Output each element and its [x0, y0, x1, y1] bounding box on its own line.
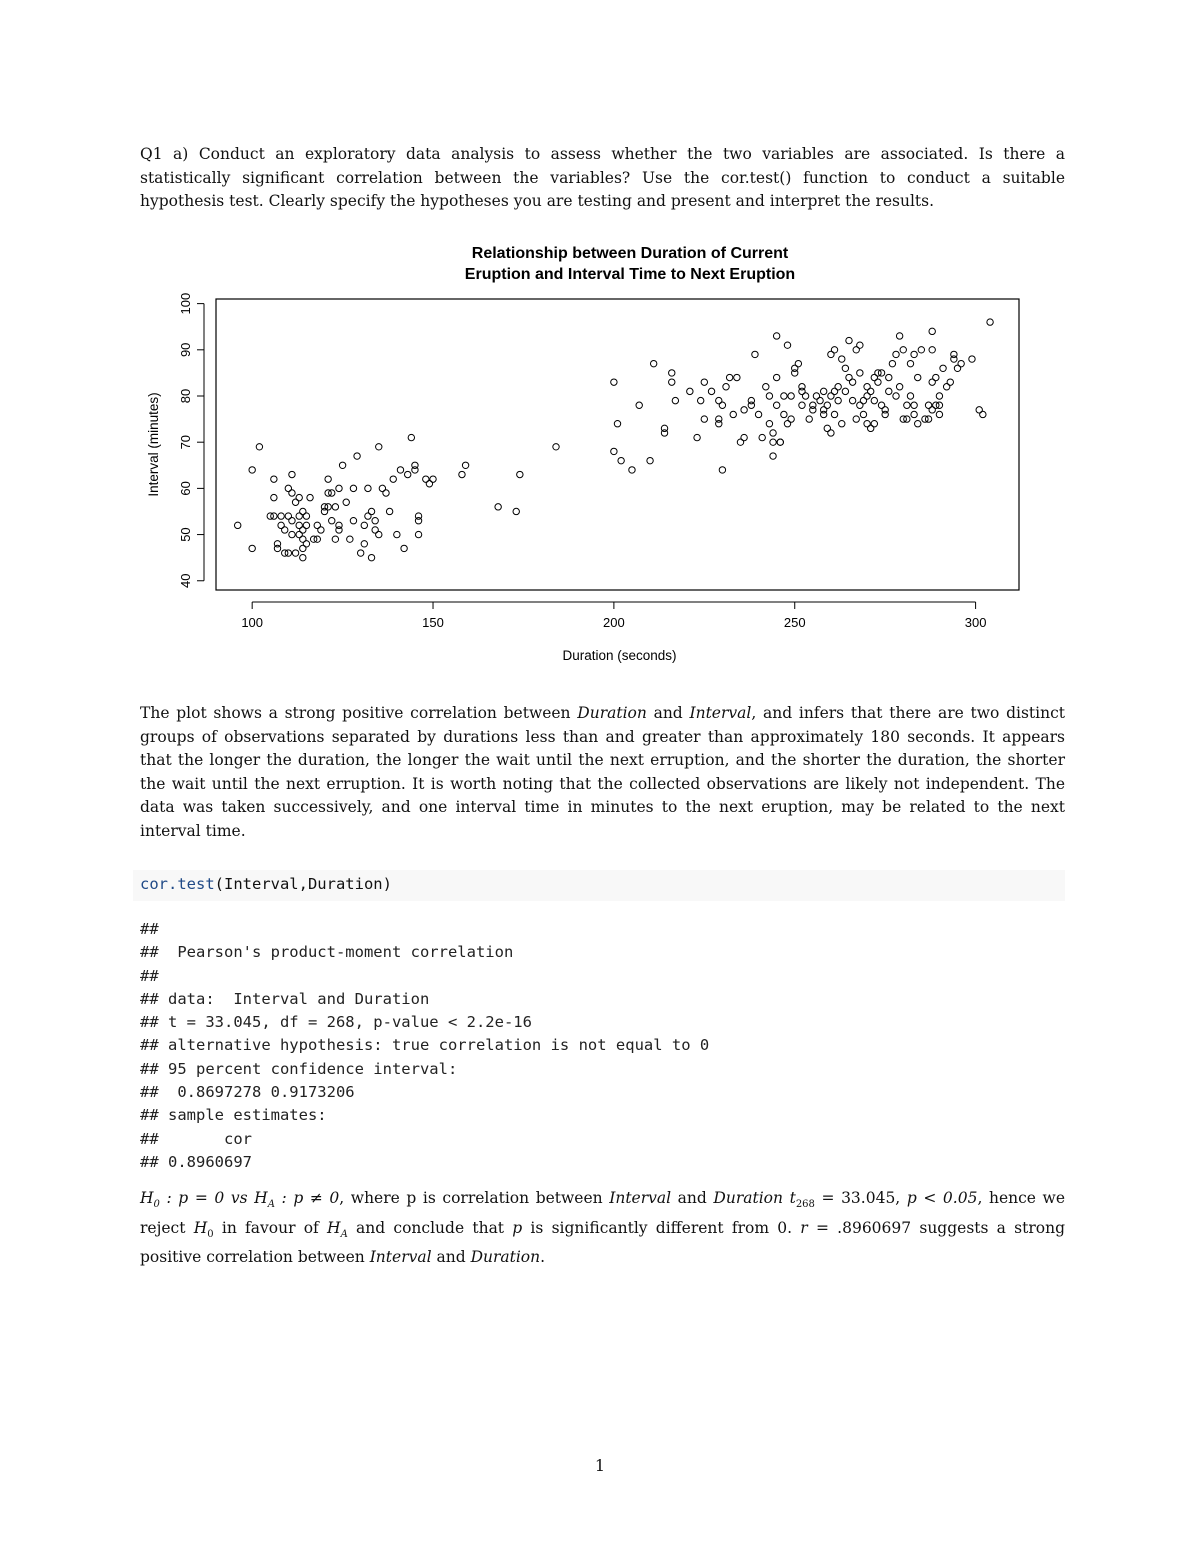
chart-title: Relationship between Duration of Current [471, 245, 789, 262]
conclusion-t6: is significantly different from 0. [522, 1218, 801, 1237]
data-point [839, 421, 845, 427]
data-point [430, 476, 436, 482]
data-point [719, 402, 725, 408]
data-point [886, 374, 892, 380]
tstat-sub: 268 [795, 1199, 815, 1211]
data-point [289, 531, 295, 537]
p-symbol: p [512, 1218, 523, 1237]
data-point [513, 508, 519, 514]
data-point [249, 545, 255, 551]
x-tick-label: 250 [783, 615, 806, 630]
data-point [376, 444, 382, 450]
plot-frame [216, 299, 1019, 590]
data-point [788, 416, 794, 422]
data-point [650, 360, 656, 366]
chart-title-line2: Eruption and Interval Time to Next Eruption [464, 266, 796, 283]
data-point [773, 333, 779, 339]
conclusion-paragraph [140, 1187, 1065, 1270]
data-point [401, 545, 407, 551]
conclusion-var-duration: Duration [713, 1189, 783, 1207]
interp-part-1: The plot shows a strong positive correlation between [140, 704, 578, 722]
h0b-symbol: H [193, 1218, 208, 1237]
data-point [325, 476, 331, 482]
data-point [274, 545, 280, 551]
data-point [741, 434, 747, 440]
data-point [857, 342, 863, 348]
data-point [889, 360, 895, 366]
data-point [289, 490, 295, 496]
data-point [860, 411, 866, 417]
data-point [347, 536, 353, 542]
data-point [271, 494, 277, 500]
data-point [672, 397, 678, 403]
data-point [405, 471, 411, 477]
data-point [831, 347, 837, 353]
data-point [784, 342, 790, 348]
data-point [708, 388, 714, 394]
y-tick-label: 50 [178, 527, 193, 542]
data-point [669, 370, 675, 376]
data-point [292, 550, 298, 556]
data-point [629, 467, 635, 473]
data-point [893, 351, 899, 357]
data-point [802, 393, 808, 399]
data-point [763, 384, 769, 390]
data-point [795, 360, 801, 366]
data-point [303, 541, 309, 547]
output-line: ## 0.8697278 0.9173206 [140, 1083, 355, 1102]
x-tick-label: 200 [603, 615, 625, 630]
interp-part-2: and [646, 704, 690, 722]
data-point [723, 384, 729, 390]
hab-sub: A [340, 1228, 348, 1240]
data-point [871, 397, 877, 403]
x-tick-label: 100 [241, 615, 264, 630]
data-point [987, 319, 993, 325]
data-point [611, 448, 617, 454]
data-point [647, 457, 653, 463]
conclusion-var-duration-2: Duration [470, 1248, 541, 1267]
data-point [235, 522, 241, 528]
data-point [397, 467, 403, 473]
conclusion-t8: and [431, 1248, 471, 1267]
data-point [770, 453, 776, 459]
data-point [661, 430, 667, 436]
data-point [361, 541, 367, 547]
conclusion-var-interval-2: Interval [369, 1248, 432, 1267]
data-point [307, 494, 313, 500]
data-point [415, 531, 421, 537]
data-point [332, 504, 338, 510]
data-point [329, 518, 335, 524]
data-point [415, 513, 421, 519]
data-point [820, 411, 826, 417]
data-point [303, 513, 309, 519]
h0-sub: 0 [153, 1199, 160, 1211]
x-tick-label: 150 [422, 615, 444, 630]
data-point [408, 434, 414, 440]
data-point [773, 374, 779, 380]
data-point [918, 347, 924, 353]
data-point [777, 439, 783, 445]
scatter-chart [130, 235, 1040, 679]
data-point [278, 513, 284, 519]
conclusion-t7: = .8960697 suggests a strong positive correlation between [140, 1218, 1065, 1267]
data-point [350, 485, 356, 491]
data-point [853, 416, 859, 422]
output-line: ## 95 percent confidence interval: [140, 1059, 458, 1078]
data-point [857, 370, 863, 376]
data-point [350, 518, 356, 524]
data-point [849, 397, 855, 403]
data-point [915, 374, 921, 380]
data-point [900, 347, 906, 353]
hab-symbol: H [327, 1218, 341, 1237]
page-number: 1 [594, 1456, 606, 1475]
data-point [282, 527, 288, 533]
data-point [459, 471, 465, 477]
data-point [386, 508, 392, 514]
data-point [806, 416, 812, 422]
data-point [969, 356, 975, 362]
data-point [896, 384, 902, 390]
conclusion-t4: in favour of [213, 1218, 328, 1237]
data-point [730, 411, 736, 417]
data-point [701, 379, 707, 385]
data-point [907, 393, 913, 399]
chart-svg [130, 235, 1040, 675]
code-function: cor.test [140, 875, 215, 893]
data-point [846, 337, 852, 343]
interpretation-paragraph [140, 702, 1065, 843]
conclusion-t3: , hence we reject [140, 1189, 1065, 1237]
data-point [726, 374, 732, 380]
y-tick-label: 70 [178, 434, 193, 450]
output-line: ## [140, 920, 159, 938]
data-point [911, 402, 917, 408]
data-point [810, 407, 816, 413]
data-point [636, 402, 642, 408]
conclusion-t5: and conclude that [347, 1218, 513, 1237]
data-point [886, 388, 892, 394]
data-point [875, 379, 881, 385]
x-tick-label: 300 [964, 615, 987, 630]
data-point [716, 421, 722, 427]
data-point [867, 388, 873, 394]
data-point [517, 471, 523, 477]
data-point [907, 360, 913, 366]
data-point [766, 393, 772, 399]
data-point [553, 444, 559, 450]
data-point [824, 402, 830, 408]
data-point [896, 333, 902, 339]
data-point [849, 379, 855, 385]
data-point [383, 490, 389, 496]
data-point [766, 421, 772, 427]
output-line: ## [140, 966, 159, 985]
data-point [734, 374, 740, 380]
ha-sub: A [267, 1199, 275, 1211]
data-point [368, 508, 374, 514]
data-point [357, 550, 363, 556]
data-point [336, 522, 342, 528]
y-axis-label: Interval (minutes) [146, 392, 161, 497]
question-text: Q1 a) Conduct an exploratory data analysis to assess whether the two variables are associated. Is there a statistically significant correlation between the variables? Use the cor.test() function to conduct a suitable hypothesis test. Clearly specify the hypotheses you are testing and present and interpret the results. [140, 145, 1065, 210]
data-point [372, 518, 378, 524]
data-point [618, 457, 624, 463]
data-point [390, 476, 396, 482]
h0-expr: : p = 0 [159, 1189, 231, 1207]
data-point [318, 527, 324, 533]
data-point [933, 374, 939, 380]
output-line: ## alternative hypothesis: true correlation is not equal to 0 [140, 1036, 710, 1055]
data-point [614, 421, 620, 427]
data-point [687, 388, 693, 394]
data-point [788, 393, 794, 399]
y-tick-label: 60 [178, 481, 193, 496]
data-point [781, 411, 787, 417]
data-point [339, 462, 345, 468]
data-point [495, 504, 501, 510]
data-point [719, 467, 725, 473]
data-point [376, 531, 382, 537]
output-line: ## sample estimates: [140, 1106, 327, 1125]
data-point [839, 356, 845, 362]
data-point [701, 416, 707, 422]
data-point [669, 379, 675, 385]
data-point [980, 411, 986, 417]
code-block [133, 870, 1065, 901]
data-point [915, 421, 921, 427]
data-point [354, 453, 360, 459]
data-point [842, 365, 848, 371]
data-point [755, 411, 761, 417]
data-point [929, 347, 935, 353]
data-point [882, 411, 888, 417]
conclusion-t1: , where p is correlation between [339, 1189, 610, 1207]
data-point [361, 522, 367, 528]
data-point [828, 430, 834, 436]
data-point [303, 522, 309, 528]
r-symbol: r [800, 1218, 808, 1237]
data-point [871, 421, 877, 427]
data-point [947, 379, 953, 385]
data-point [256, 444, 262, 450]
tstat-value: = 33.045, [814, 1189, 907, 1207]
data-point [300, 554, 306, 560]
data-point [817, 397, 823, 403]
data-point [752, 351, 758, 357]
data-point [368, 554, 374, 560]
y-tick-label: 90 [178, 342, 193, 358]
data-point [770, 430, 776, 436]
y-tick-label: 100 [178, 292, 193, 315]
data-point [893, 393, 899, 399]
data-point [611, 379, 617, 385]
code-args: (Interval,Duration) [214, 875, 392, 893]
y-tick-label: 40 [178, 573, 193, 588]
data-point [694, 434, 700, 440]
data-point [394, 531, 400, 537]
data-point [770, 439, 776, 445]
data-point [958, 360, 964, 366]
data-point [748, 402, 754, 408]
data-point [773, 402, 779, 408]
data-point [343, 499, 349, 505]
data-point [289, 471, 295, 477]
data-point [365, 485, 371, 491]
r-output [140, 918, 709, 1174]
output-line: ## cor [140, 1129, 252, 1148]
data-point [296, 494, 302, 500]
output-line: ## Pearson's product-moment correlation [140, 943, 514, 962]
h0-symbol: H [140, 1189, 154, 1207]
pvalue-text: p < 0.05 [906, 1189, 978, 1207]
data-point [936, 411, 942, 417]
data-point [249, 467, 255, 473]
y-tick-label: 80 [178, 388, 193, 404]
data-point [781, 393, 787, 399]
data-point [336, 485, 342, 491]
data-point [799, 402, 805, 408]
tstat-symbol: t [782, 1189, 796, 1207]
data-point [332, 536, 338, 542]
data-point [951, 351, 957, 357]
data-point [412, 462, 418, 468]
interp-var-duration: Duration [577, 704, 647, 722]
interp-part-3: , and infers that there are two distinct groups of observations separated by durations less than and greater than approximately 180 seconds. It appears that the longer the duration, the longer the wait until the next erruption, and the shorter the duration, the shorter the wait until the next erruption. It is worth noting that the collected observations are likely not independent. The data was taken successively, and one interval time in minutes to the next eruption, may be related to the next interval time. [140, 704, 1065, 840]
data-point [289, 518, 295, 524]
data-point [759, 434, 765, 440]
data-point [271, 476, 277, 482]
data-point [820, 388, 826, 394]
data-point [842, 388, 848, 394]
data-point [936, 393, 942, 399]
data-point [911, 411, 917, 417]
ha-symbol: H [247, 1189, 268, 1207]
data-point [697, 397, 703, 403]
data-point [741, 407, 747, 413]
interp-var-interval: Interval [689, 704, 752, 722]
vs-text: vs [230, 1189, 248, 1207]
h0b-sub: 0 [207, 1228, 214, 1240]
data-point [835, 384, 841, 390]
output-line: ## 0.8960697 [140, 1152, 252, 1171]
output-line: ## data: Interval and Duration [140, 989, 430, 1008]
data-point [831, 411, 837, 417]
data-point [462, 462, 468, 468]
conclusion-var-interval: Interval [609, 1189, 672, 1207]
data-point [835, 397, 841, 403]
conclusion-t9: . [540, 1248, 546, 1267]
ha-expr: : p ≠ 0 [274, 1189, 340, 1207]
conclusion-t2: and [671, 1189, 714, 1207]
data-point [940, 365, 946, 371]
output-line: ## t = 33.045, df = 268, p-value < 2.2e-16 [140, 1013, 532, 1032]
data-point [929, 328, 935, 334]
data-point [911, 351, 917, 357]
data-point [904, 402, 910, 408]
x-axis-label: Duration (seconds) [562, 648, 677, 663]
